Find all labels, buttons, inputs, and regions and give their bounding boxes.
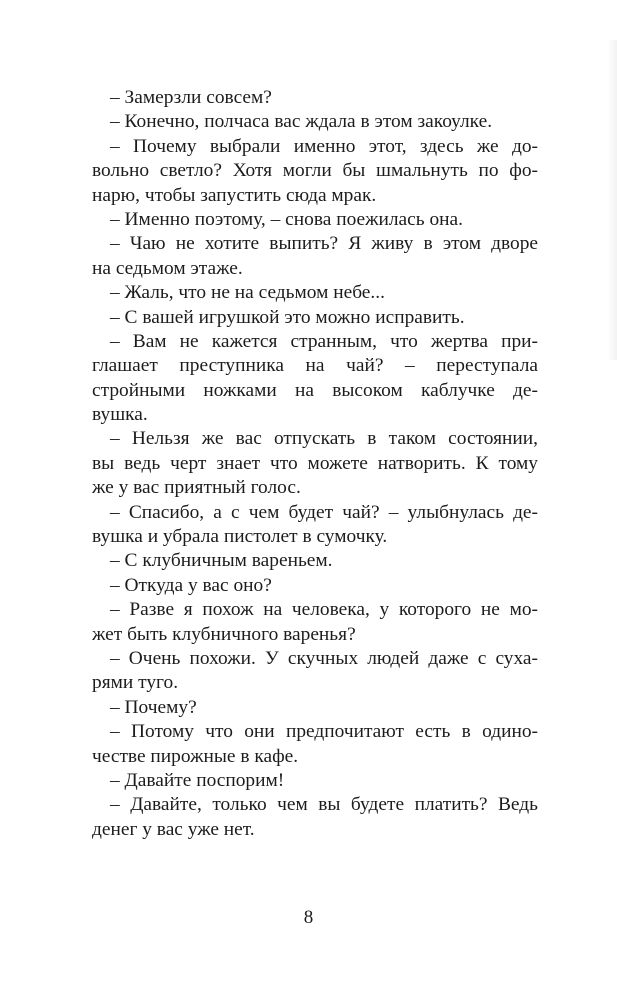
page-edge-shadow [607,40,617,360]
page-number: 8 [303,907,314,928]
text-line: же у вас приятный голос. [92,477,301,499]
text-line: рями туго. [92,672,179,694]
text-line: – Жаль, что не на седьмом небе... [110,282,385,304]
text-line: – Разве я похож на человека, у которого не мо- [110,599,538,621]
text-line: вольно светло? Хотя могли бы шмальнуть по фо- [92,160,538,182]
text-line: – Именно поэтому, – снова поежилась она. [110,208,463,230]
text-line: – С клубничным вареньем. [110,550,333,572]
text-line: – Очень похожи. У скучных людей даже с суха- [110,647,538,669]
text-line: – Почему? [110,696,197,718]
body-text [92,86,538,842]
text-line: – Нельзя же вас отпускать в таком состоянии, [110,428,538,450]
text-line: жет быть клубничного варенья? [92,623,356,645]
text-line: – Потому что они предпочитают есть в одино- [110,721,538,743]
text-line: – Давайте поспорим! [110,769,285,791]
text-line: – Давайте, только чем вы будете платить? Ведь [110,794,538,816]
text-line: вушка и убрала пистолет в сумочку. [92,526,388,548]
text-line: стройными ножками на высоком каблучке де- [92,379,538,401]
text-line: – Почему выбрали именно этот, здесь же до- [110,135,538,157]
text-line: вушка. [92,404,148,426]
text-line: – Чаю не хотите выпить? Я живу в этом дворе [110,233,538,255]
text-line: на седьмом этаже. [92,257,243,279]
text-line: – Замерзли совсем? [110,87,272,108]
text-line: – Откуда у вас оно? [110,574,272,596]
text-line: честве пирожные в кафе. [92,745,299,767]
text-line: – Конечно, полчаса вас ждала в этом закоулке. [110,111,493,133]
text-line: денег у вас уже нет. [92,818,255,840]
text-line: – Спасибо, а с чем будет чай? – улыбнулась де- [110,501,538,523]
text-line: – Вам не кажется странным, что жертва при- [110,330,538,352]
text-line: вы ведь черт знает что можете натворить. К тому [92,452,538,474]
text-line: глашает преступника на чай? – переступала [92,355,538,377]
text-line: – С вашей игрушкой это можно исправить. [110,306,465,328]
text-line: нарю, чтобы запустить сюда мрак. [92,184,377,206]
